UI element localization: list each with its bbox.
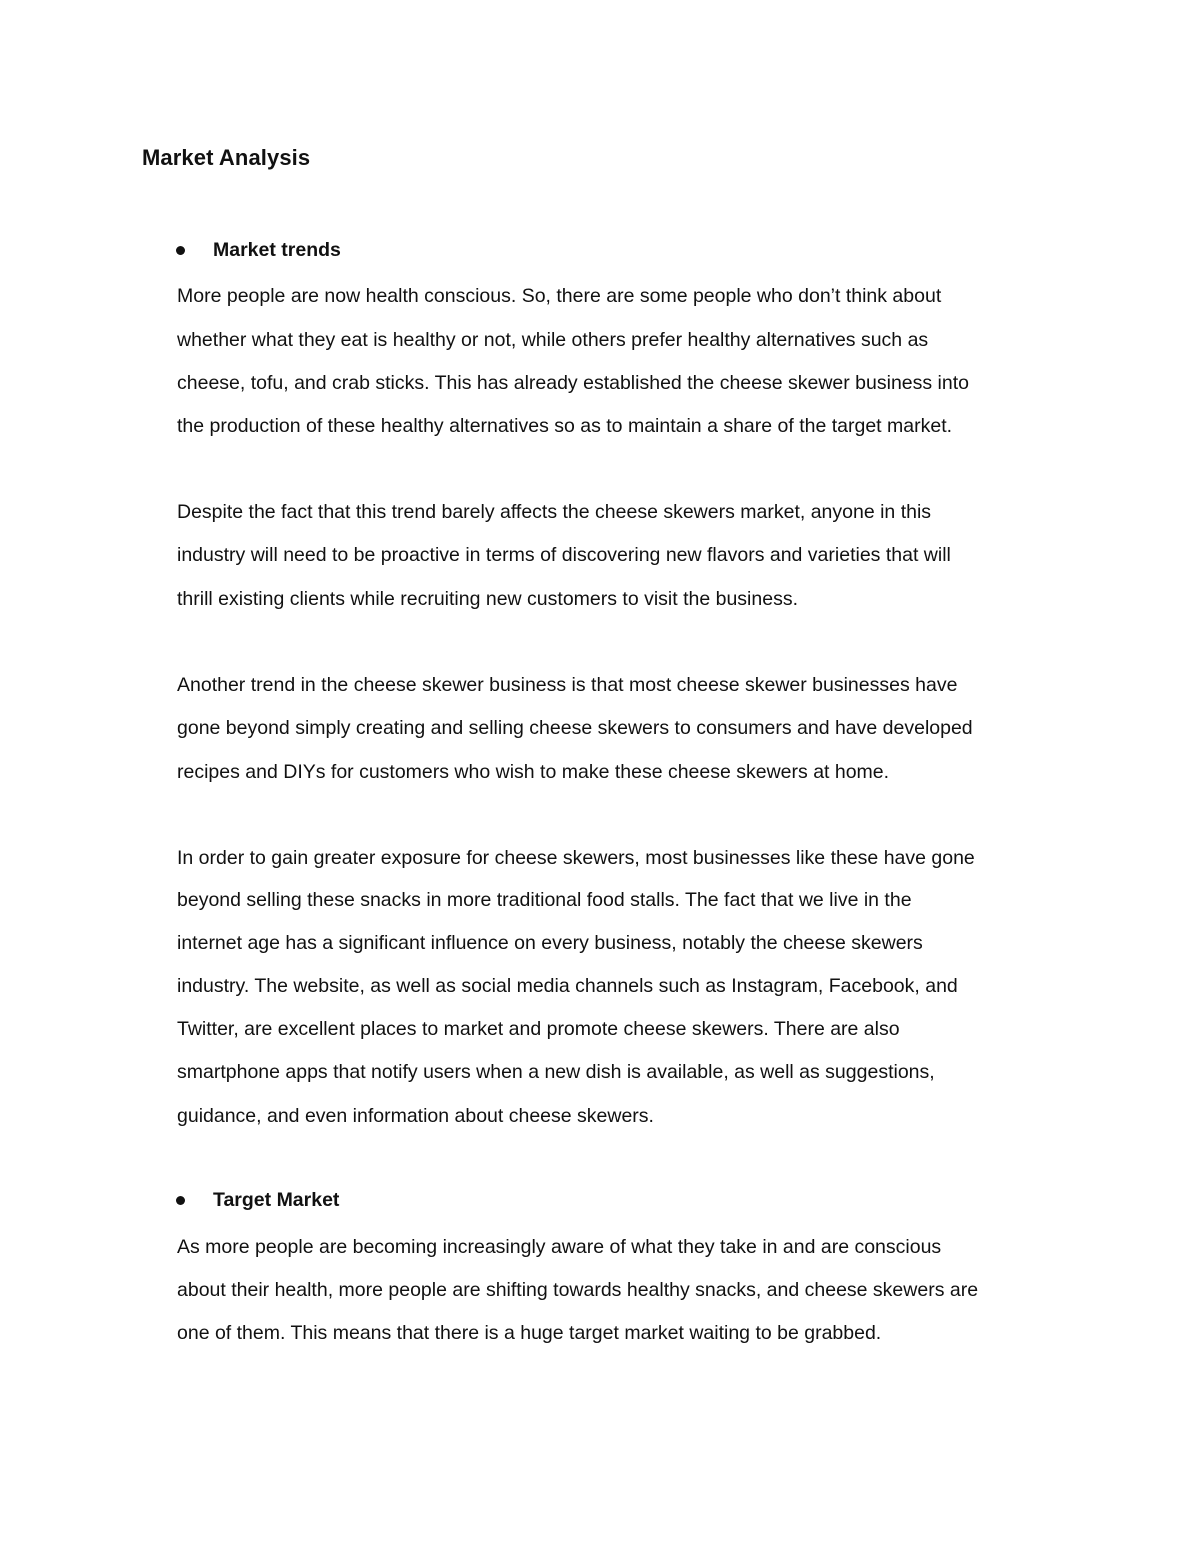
paragraph-line: Twitter, are excellent places to market and promote cheese skewers. There are also [177,1018,900,1040]
bullet-icon [176,246,185,255]
paragraph-line: thrill existing clients while recruiting new customers to visit the business. [177,588,799,610]
paragraph-line: In order to gain greater exposure for cheese skewers, most businesses like these have gone [177,847,975,869]
paragraph-line: More people are now health conscious. So, there are some people who don’t think about [177,285,942,307]
paragraph-line: guidance, and even information about cheese skewers. [177,1105,654,1127]
paragraph-line: Despite the fact that this trend barely affects the cheese skewers market, anyone in this [177,501,932,523]
section-heading-label: Market trends [213,239,341,261]
paragraph-line: gone beyond simply creating and selling cheese skewers to consumers and have developed [177,717,973,739]
paragraph-line: industry will need to be proactive in terms of discovering new flavors and varieties that will [177,544,951,566]
paragraph-line: smartphone apps that notify users when a new dish is available, as well as suggestions, [177,1061,935,1083]
section-heading-market-trends [174,239,341,262]
paragraph-line: one of them. This means that there is a huge target market waiting to be grabbed. [177,1322,882,1344]
page-title: Market Analysis [142,145,311,170]
paragraph-line: Another trend in the cheese skewer business is that most cheese skewer businesses have [177,674,958,696]
section-heading-label: Target Market [213,1189,340,1211]
paragraph-line: the production of these healthy alternatives so as to maintain a share of the target market. [177,415,953,437]
paragraph-line: recipes and DIYs for customers who wish to make these cheese skewers at home. [177,761,890,783]
paragraph-line: whether what they eat is healthy or not, while others prefer healthy alternatives such as [177,329,929,351]
paragraph-line: about their health, more people are shifting towards healthy snacks, and cheese skewers are [177,1279,979,1301]
paragraph-line: cheese, tofu, and crab sticks. This has already established the cheese skewer business into [177,372,969,394]
bullet-icon [176,1196,185,1205]
section-heading-target-market [174,1189,339,1212]
paragraph-line: beyond selling these snacks in more traditional food stalls. The fact that we live in the [177,889,912,911]
paragraph-line: industry. The website, as well as social media channels such as Instagram, Facebook, and [177,975,958,997]
paragraph-line: internet age has a significant influence on every business, notably the cheese skewers [177,932,923,954]
paragraph-line: As more people are becoming increasingly aware of what they take in and are conscious [177,1236,942,1258]
